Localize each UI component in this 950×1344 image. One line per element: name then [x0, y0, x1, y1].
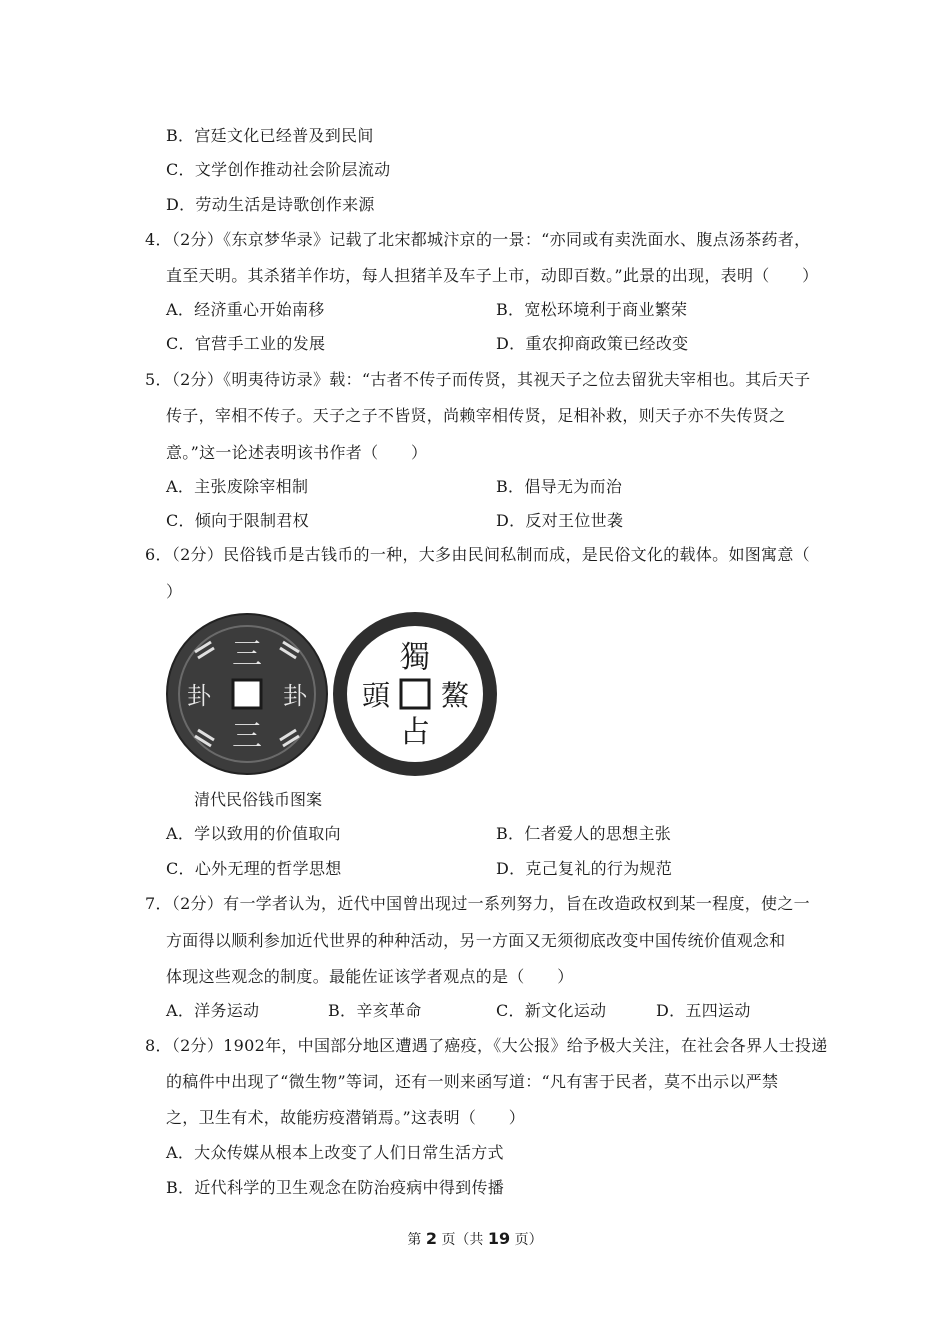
q5-option-b: B．倡导无为而治: [496, 477, 623, 496]
q4-option-a: A．经济重心开始南移: [166, 300, 325, 319]
q6-stem-line-2: ）: [166, 582, 183, 601]
q6-stem-line-1: 6．（2分）民俗钱币是古钱币的一种，大多由民间私制而成，是民俗文化的载体。如图寓意（: [145, 545, 810, 564]
q8-stem-line-2: 的稿件中出现了“微生物”等词，还有一则来函写道：“凡有害于民者，莫不出示以严禁: [166, 1072, 779, 1091]
coin2-bottom-char: 占: [400, 715, 430, 750]
coin2-top-char: 獨: [400, 640, 430, 675]
footer-prefix: 第: [407, 1232, 422, 1248]
q6-option-a: A．学以致用的价值取向: [166, 824, 341, 843]
q7-option-a: A．洋务运动: [166, 1001, 260, 1020]
q7-option-b: B．辛亥革命: [328, 1001, 422, 1020]
footer-suffix: 页）: [514, 1232, 543, 1248]
footer-total-pages: 19: [487, 1229, 511, 1248]
q6-option-b: B．仁者爱人的思想主张: [496, 824, 672, 843]
q5-option-a: A．主张废除宰相制: [166, 477, 309, 496]
coin2-left-char: 頭: [361, 679, 391, 712]
q8-option-b: B．近代科学的卫生观念在防治疫病中得到传播: [166, 1178, 505, 1197]
coin1-right-char: 卦: [283, 682, 307, 710]
q5-option-c: C．倾向于限制君权: [166, 511, 309, 530]
q5-stem-line-3: 意。”这一论述表明该书作者（ ）: [166, 443, 428, 462]
q5-stem-line-2: 传子，宰相不传子。天子之子不皆贤，尚赖宰相传贤，足相补救，则天子亦不失传贤之: [166, 406, 786, 425]
coin1-top-char: 三: [232, 637, 262, 672]
q7-stem-line-1: 7．（2分）有一学者认为，近代中国曾出现过一系列努力，旨在改造政权到某一程度，使之一: [145, 894, 810, 913]
q4-stem-line-2: 直至天明。其杀猪羊作坊，每人担猪羊及车子上市，动即百数。”此景的出现，表明（ ）: [166, 266, 819, 285]
q7-option-c: C．新文化运动: [496, 1001, 607, 1020]
q6-option-c: C．心外无理的哲学思想: [166, 859, 342, 878]
coin-duzhan-aotou: [333, 612, 497, 776]
q8-stem-line-1: 8．（2分）1902年，中国部分地区遭遇了癌疫，《大公报》给予极大关注，在社会各界人士投递: [145, 1036, 828, 1055]
q5-stem-line-1: 5．（2分）《明夷待访录》载：“古者不传子而传贤，其视天子之位去留犹夫宰相也。其后天子: [145, 370, 811, 389]
coin1-left-char: 卦: [187, 682, 211, 710]
q4-option-c: C．官营手工业的发展: [166, 334, 326, 353]
q3-option-c: C．文学创作推动社会阶层流动: [166, 160, 391, 179]
q3-option-d: D．劳动生活是诗歌创作来源: [166, 195, 375, 214]
coin-bagua: [167, 614, 327, 774]
q8-stem-line-3: 之，卫生有术，故能疠疫潜销焉。”这表明（ ）: [166, 1108, 526, 1127]
coin2-right-char: 鰲: [440, 679, 470, 712]
q4-option-d: D．重农抑商政策已经改变: [496, 334, 689, 353]
q4-stem-line-1: 4．（2分）《东京梦华录》记载了北宋都城汴京的一景：“亦同或有卖洗面水、腹点汤茶药者，: [145, 230, 811, 249]
figure-caption: 清代民俗钱币图案: [194, 790, 323, 809]
q4-option-b: B．宽松环境利于商业繁荣: [496, 300, 688, 319]
q5-option-d: D．反对王位世袭: [496, 511, 624, 530]
footer-page-number: 2: [425, 1229, 437, 1248]
q6-option-d: D．克己复礼的行为规范: [496, 859, 673, 878]
footer-mid: 页（共: [441, 1232, 484, 1248]
q7-option-d: D．五四运动: [656, 1001, 751, 1020]
page-footer: [0, 1229, 950, 1250]
q7-stem-line-2: 方面得以顺利参加近代世界的种种活动，另一方面又无须彻底改变中国传统价值观念和: [166, 931, 786, 950]
q3-option-b: B．宫廷文化已经普及到民间: [166, 126, 374, 145]
coin1-bottom-char: 三: [232, 719, 262, 754]
q7-stem-line-3: 体现这些观念的制度。最能佐证该学者观点的是（ ）: [166, 967, 574, 986]
q8-option-a: A．大众传媒从根本上改变了人们日常生活方式: [166, 1143, 504, 1162]
qing-folk-coins-figure: [165, 612, 500, 777]
